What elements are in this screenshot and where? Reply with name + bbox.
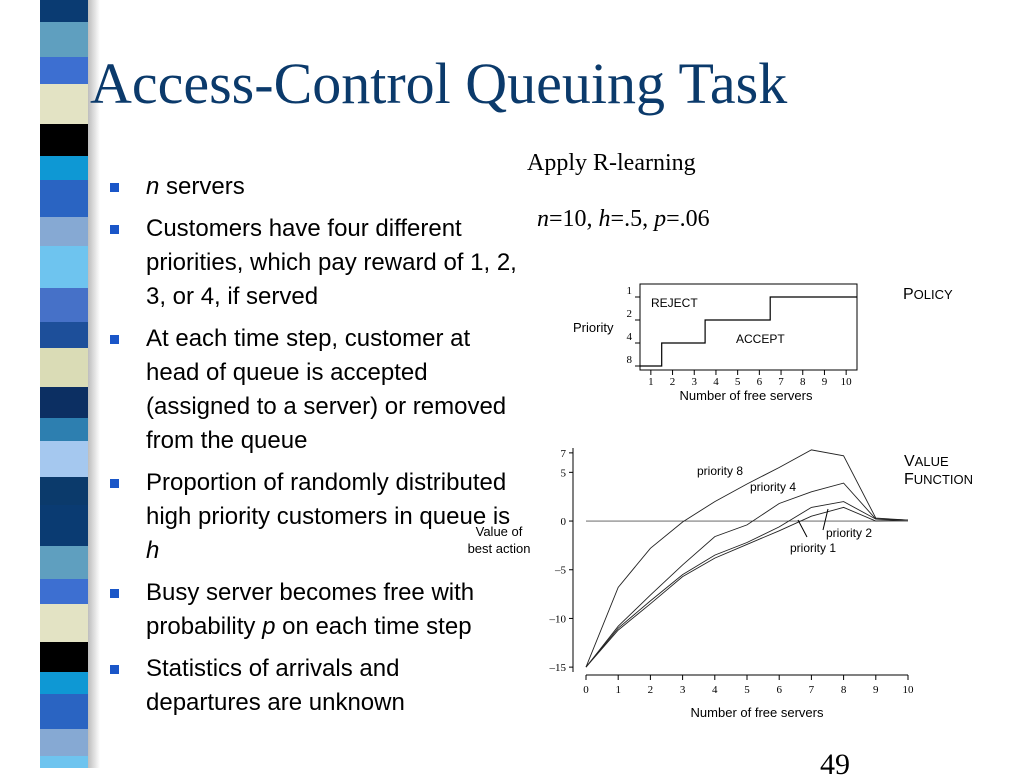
stripe-segment (40, 694, 88, 729)
value-x-tick-label: 7 (808, 684, 815, 696)
param-val: =.5, (610, 206, 655, 232)
bullet-item (108, 170, 518, 204)
stripe-segment (40, 22, 88, 57)
value-x-tick-label: 10 (902, 684, 914, 696)
stripe-segment (40, 322, 88, 348)
value-x-tick-label: 5 (744, 684, 750, 696)
value-y-axis-label-line1: Value of (475, 524, 523, 539)
stripe-segment (40, 180, 88, 217)
bullet-marker (110, 335, 119, 344)
stripe-segment (40, 672, 88, 694)
accept-region-label: ACCEPT (736, 332, 785, 346)
bullet-text: on each time step (275, 613, 472, 640)
stripe-segment (40, 246, 88, 288)
policy-x-tick-label: 4 (713, 376, 719, 388)
bullet-text: Proportion of randomly distributed high priority customers in queue is (146, 469, 511, 530)
policy-x-tick-label: 5 (734, 376, 741, 388)
value-title-rest-2: UNCTION (913, 472, 973, 487)
bullet-item (108, 212, 518, 314)
stripe-segment (40, 418, 88, 441)
value-y-tick-label: 5 (560, 467, 566, 480)
stripe-segment (40, 441, 88, 477)
policy-x-tick-label: 6 (756, 376, 763, 388)
bullet-marker (110, 479, 119, 488)
value-x-tick-label: 8 (840, 684, 847, 696)
policy-title-first: P (903, 286, 914, 303)
stripe-segment (40, 217, 88, 246)
bullet-text: Statistics of arrivals and departures are unknown (146, 655, 405, 716)
decorative-stripe-bar (0, 0, 100, 768)
value-x-tick-label: 4 (712, 684, 718, 696)
value-title-line2 (904, 471, 973, 488)
policy-chart (540, 270, 1000, 410)
policy-x-tick-label: 9 (821, 376, 828, 388)
stripe-segment (40, 156, 88, 180)
policy-y-tick-label: 4 (626, 331, 632, 343)
stripe-segment (40, 348, 88, 387)
bullet-item (108, 322, 518, 458)
value-x-tick-label: 1 (615, 684, 621, 696)
policy-x-tick-label: 10 (840, 376, 852, 388)
bullet-marker (110, 589, 119, 598)
policy-title (903, 286, 953, 303)
value-y-tick-label: 7 (560, 447, 566, 460)
bullet-text: Busy server becomes free with probability (146, 579, 475, 640)
bullet-italic: p (262, 613, 276, 640)
slide-number: 49 (820, 748, 850, 781)
bullet-marker (110, 225, 119, 234)
bullet-marker (110, 183, 119, 192)
value-x-tick-label: 0 (583, 684, 589, 696)
policy-y-tick-label: 2 (626, 308, 632, 320)
stripe-segment (40, 642, 88, 672)
priority-1-pointer (798, 520, 807, 537)
value-title-rest-1: ALUE (914, 454, 949, 469)
value-title-line1 (904, 453, 949, 470)
policy-title-rest: OLICY (913, 287, 953, 302)
bullet-text: At each time step, customer at head of queue is accepted (assigned to a server) or removed from the queue (146, 325, 507, 454)
param-var: p (654, 206, 667, 232)
slide-title: Access-Control Queuing Task (90, 51, 788, 116)
value-y-tick-label: –5 (555, 564, 566, 577)
value-y-tick-label: –15 (549, 662, 566, 675)
value-title-first-2: F (904, 471, 914, 488)
series-label-priority-4: priority 4 (750, 480, 797, 494)
stripe-segment (40, 546, 88, 579)
policy-x-tick-label: 7 (778, 376, 784, 388)
stripe-segment (40, 756, 88, 768)
stripe-segment (40, 604, 88, 642)
value-y-tick-label: 0 (560, 516, 566, 529)
policy-y-axis-label: Priority (573, 320, 614, 335)
policy-y-tick-label: 1 (626, 285, 632, 297)
reject-region-label: REJECT (651, 296, 698, 310)
method-label: Apply R-learning (527, 150, 696, 176)
stripe-segment (40, 505, 88, 546)
value-x-tick-label: 9 (873, 684, 879, 696)
policy-y-tick-label: 8 (626, 354, 632, 366)
policy-x-tick-label: 2 (669, 376, 676, 388)
value-y-tick-label: –10 (549, 613, 566, 626)
value-x-tick-label: 2 (647, 684, 654, 696)
bullet-text: Customers have four different priorities, which pay reward of 1, 2, 3, or 4, if served (146, 215, 517, 310)
param-val: =10, (549, 206, 599, 232)
stripe-segment (40, 84, 88, 124)
parameters-label (537, 206, 710, 233)
bullet-italic: h (146, 537, 160, 564)
value-function-chart (455, 440, 1000, 730)
value-y-axis-label-line2: best action (467, 541, 531, 556)
series-label-priority-8: priority 8 (697, 464, 744, 478)
stripe-segment (40, 387, 88, 418)
stripe-segment (40, 477, 88, 505)
stripe-segment (40, 579, 88, 604)
param-var: h (598, 206, 611, 232)
value-x-tick-label: 3 (679, 684, 686, 696)
param-var: n (537, 206, 549, 232)
stripe-segment (40, 729, 88, 756)
series-label-priority-2: priority 2 (826, 526, 873, 540)
policy-x-axis-label: Number of free servers (679, 388, 813, 403)
value-x-axis-label: Number of free servers (690, 705, 824, 720)
policy-x-tick-label: 3 (691, 376, 697, 388)
bullet-marker (110, 665, 119, 674)
stripe-segment (40, 288, 88, 322)
stripe-segment (40, 0, 88, 22)
bullet-text: servers (159, 173, 245, 200)
value-title-first-1: V (904, 453, 915, 470)
stripe-segment (40, 124, 88, 156)
policy-x-tick-label: 8 (800, 376, 806, 388)
param-val: =.06 (666, 206, 710, 232)
value-x-tick-label: 6 (776, 684, 782, 696)
series-line-priority-8 (586, 450, 908, 667)
policy-x-tick-label: 1 (648, 376, 654, 388)
bullet-italic: n (146, 173, 160, 200)
stripe-segment (40, 57, 88, 84)
series-label-priority-1: priority 1 (790, 541, 837, 555)
